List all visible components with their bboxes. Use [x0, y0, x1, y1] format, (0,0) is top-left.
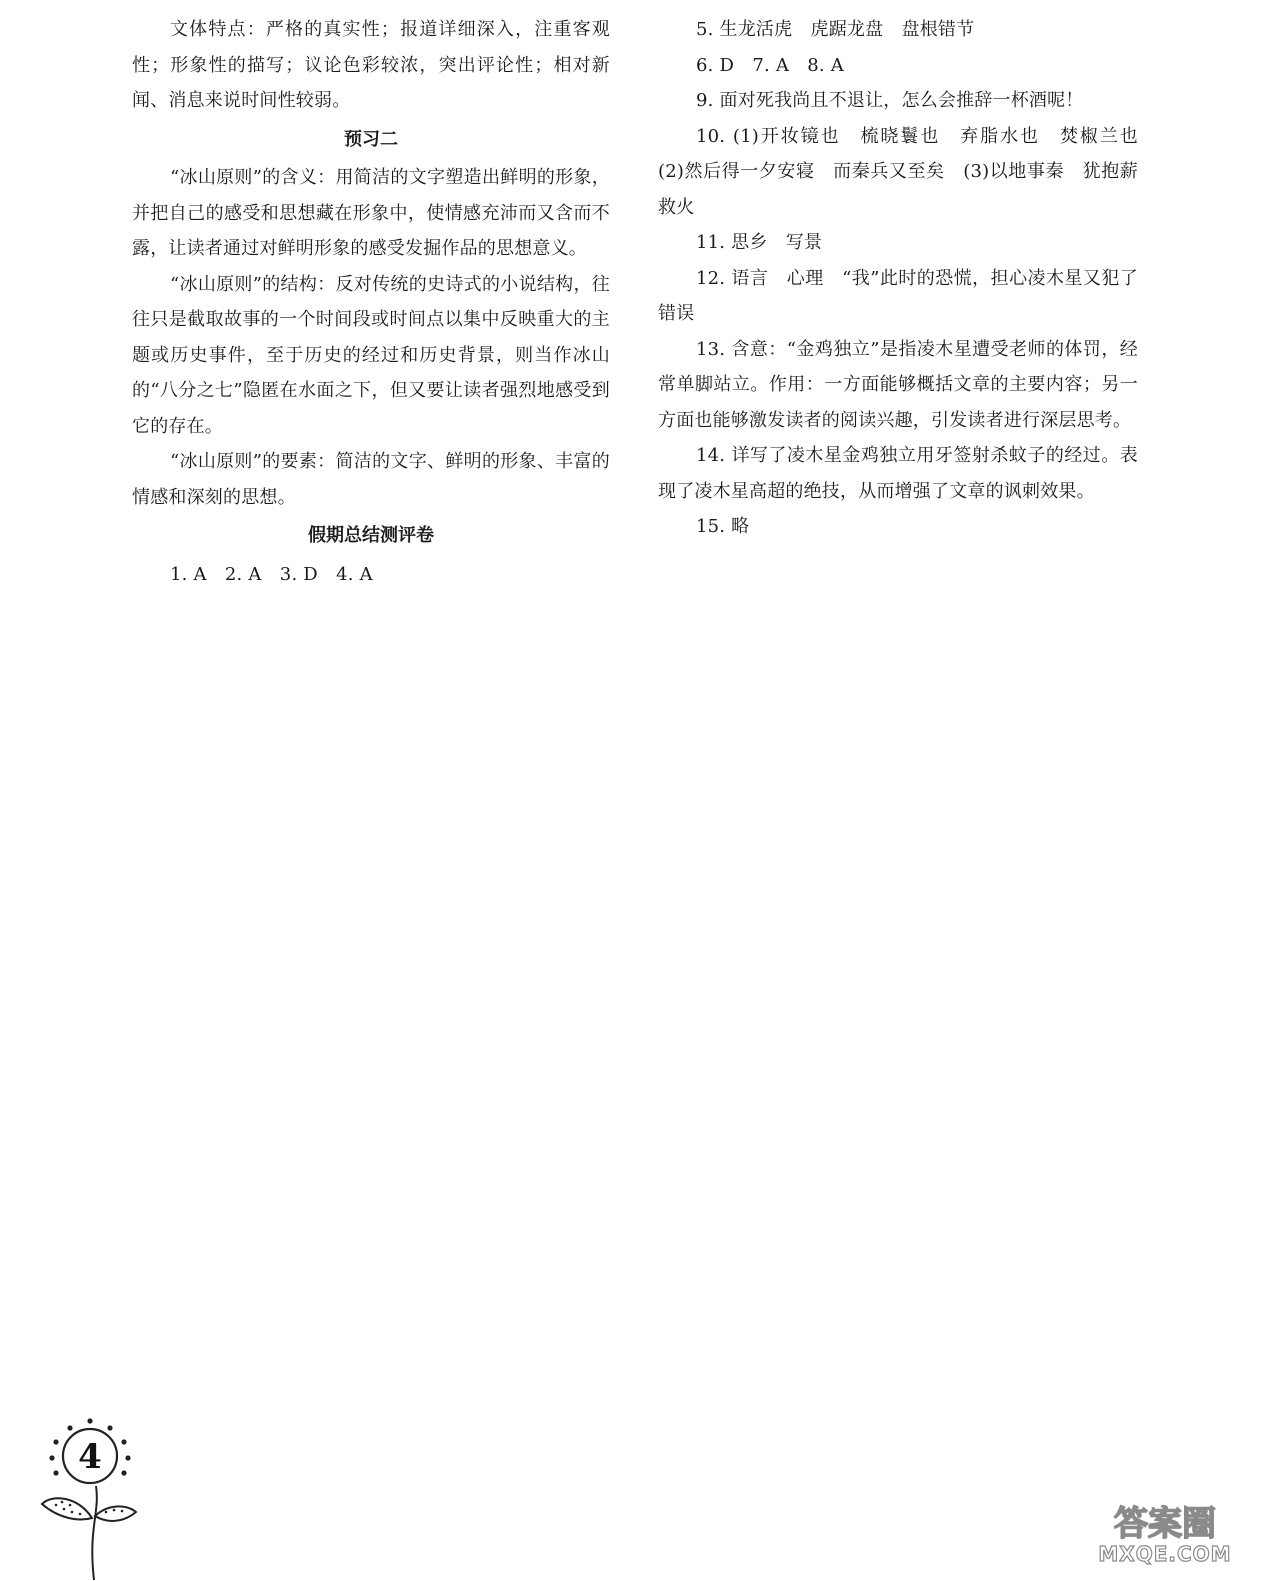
left-column	[132, 12, 610, 592]
answer-5: 5. 生龙活虎 虎踞龙盘 盘根错节	[696, 19, 975, 40]
leaf-right-icon	[95, 1506, 136, 1521]
section-title-preview-2: 预习二	[344, 128, 398, 150]
answer-15: 15. 略	[696, 516, 750, 537]
answer-9: 9. 面对死我尚且不退让，怎么会推辞一杯酒呢！	[696, 90, 1084, 111]
flower-stem-icon	[92, 1486, 97, 1580]
page-number: 4	[78, 1437, 102, 1477]
watermark-domain-text: MXQE.COM	[1098, 1542, 1232, 1566]
site-watermark	[1080, 1497, 1250, 1567]
answer-12: 12. 语言 心理 “我”此时的恐慌，担心凌木星又犯了错误	[658, 267, 1138, 324]
answers-1-4: 1. A 2. A 3. D 4. A	[170, 563, 373, 585]
iceberg-structure-paragraph: “冰山原则”的结构：反对传统的史诗式的小说结构，往往只是截取故事的一个时间段或时间点以集中反映重大的主题或历史事件，至于历史的经过和历史背景，则当作冰山的“八分之七”隐匿在水面之下，但又要让读者强烈地感受到它的存在。	[132, 273, 610, 437]
leaf-left-icon	[42, 1498, 92, 1519]
intro-paragraph: 文体特点：严格的真实性；报道详细深入，注重客观性；形象性的描写；议论色彩较浓，突出评论性；相对新闻、消息来说时间性较弱。	[132, 19, 610, 111]
right-column	[658, 12, 1157, 545]
watermark-logo-text: 答案圈	[1114, 1504, 1216, 1544]
iceberg-meaning-paragraph: “冰山原则”的含义：用简洁的文字塑造出鲜明的形象，并把自己的感受和思想藏在形象中，使情感充沛而又含而不露，让读者通过对鲜明形象的感受发掘作品的思想意义。	[132, 167, 610, 259]
answers-6-8: 6. D 7. A 8. A	[696, 54, 844, 76]
page-number-flower	[40, 1418, 150, 1581]
answer-10: 10. (1)开妆镜也 梳晓鬟也 弃脂水也 焚椒兰也 (2)然后得一夕安寝 而秦兵又至矣 (3)以地事秦 犹抱薪救火	[658, 125, 1157, 218]
answer-13: 13. 含意：“金鸡独立”是指凌木星遭受老师的体罚，经常单脚站立。作用：一方面能够概括文章的主要内容；另一方面也能够激发读者的阅读兴趣，引发读者进行深层思考。	[658, 338, 1138, 431]
answer-11: 11. 思乡 写景	[696, 232, 823, 253]
section-title-holiday-test: 假期总结测评卷	[308, 525, 434, 546]
iceberg-elements-paragraph: “冰山原则”的要素：简洁的文字、鲜明的形象、丰富的情感和深刻的思想。	[132, 451, 610, 508]
answer-14: 14. 详写了凌木星金鸡独立用牙签射杀蚊子的经过。表现了凌木星高超的绝技，从而增强了文章的讽刺效果。	[658, 445, 1138, 502]
